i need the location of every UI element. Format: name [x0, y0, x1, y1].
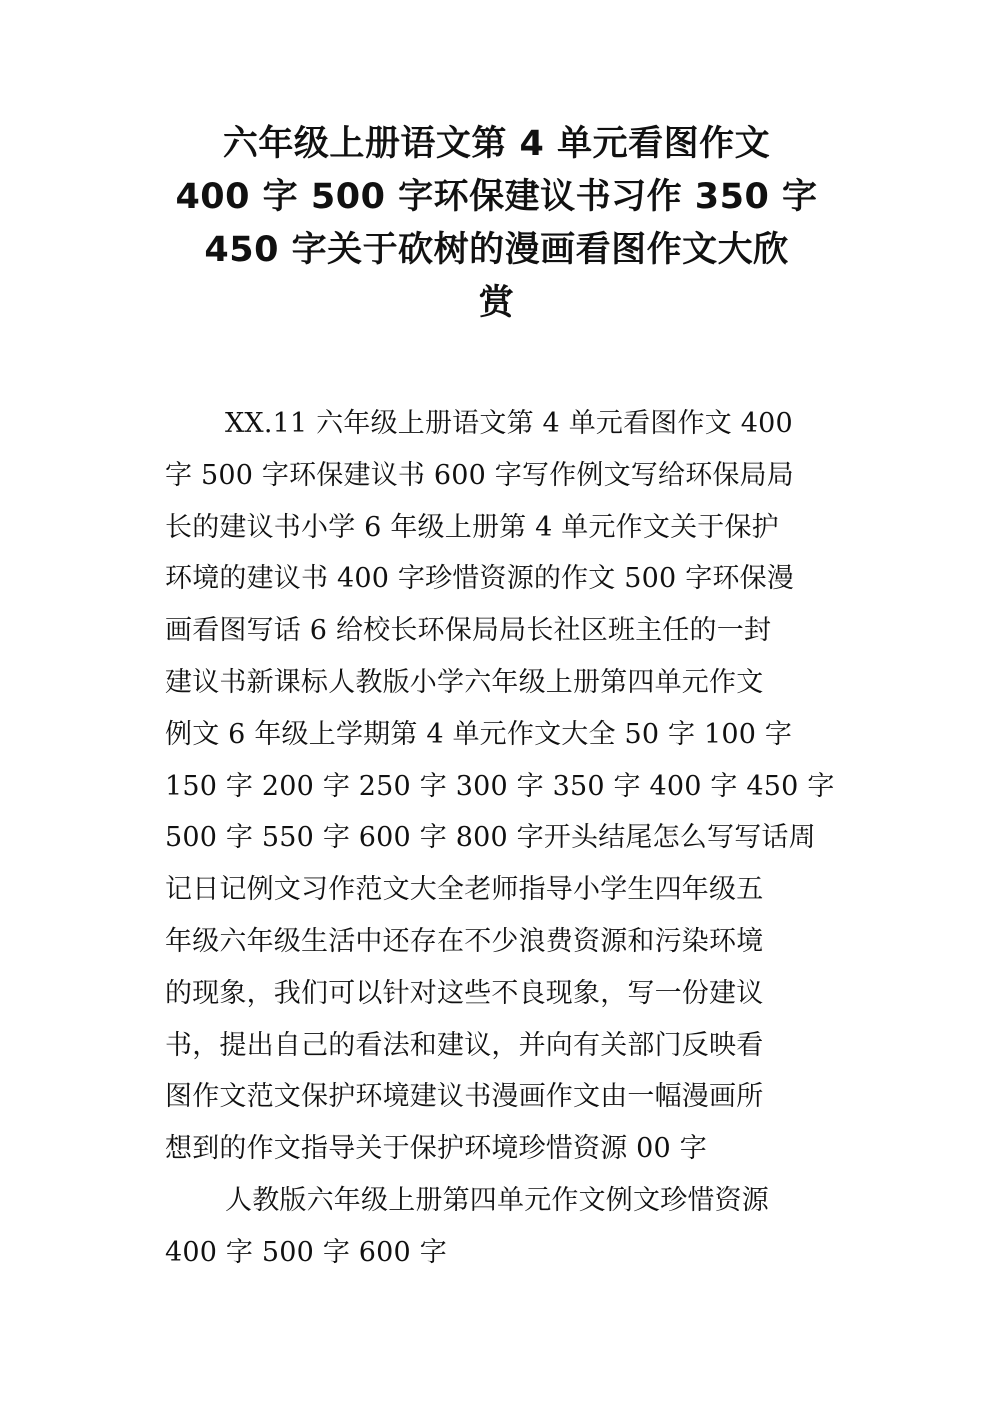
- document-title: [140, 118, 853, 330]
- paragraph-line: 建议书新课标人教版小学六年级上册第四单元作文: [165, 666, 764, 698]
- paragraph-line: 年级六年级生活中还存在不少浪费资源和污染环境: [165, 925, 764, 957]
- paragraph-line: 记日记例文习作范文大全老师指导小学生四年级五: [165, 874, 764, 906]
- paragraph-line: 例文 6 年级上学期第 4 单元作文大全 50 字 100 字: [165, 718, 793, 750]
- paragraph-line: 想到的作文指导关于保护环境珍惜资源 00 字: [165, 1133, 707, 1165]
- title-line: 450 字关于砍树的漫画看图作文大欣: [204, 230, 789, 270]
- paragraph-1: [165, 398, 835, 1175]
- paragraph-line: 图作文范文保护环境建议书漫画作文由一幅漫画所: [165, 1081, 764, 1113]
- title-line: 400 字 500 字环保建议书习作 350 字: [175, 177, 818, 217]
- paragraph-line: 的现象，我们可以针对这些不良现象，写一份建议: [165, 977, 764, 1009]
- paragraph-2: [165, 1175, 835, 1279]
- paragraph-line: 150 字 200 字 250 字 300 字 350 字 400 字 450 字: [165, 770, 835, 802]
- paragraph-line: 书，提出自己的看法和建议，并向有关部门反映看: [165, 1029, 764, 1061]
- paragraph-line: 500 字 550 字 600 字 800 字开头结尾怎么写写话周: [165, 822, 816, 854]
- paragraph-line: 环境的建议书 400 字珍惜资源的作文 500 字环保漫: [165, 563, 794, 595]
- document-body: [165, 398, 835, 1279]
- paragraph-line: 400 字 500 字 600 字: [165, 1236, 447, 1268]
- paragraph-line: 字 500 字环保建议书 600 字写作例文写给环保局局: [165, 459, 794, 491]
- title-line: 赏: [478, 283, 515, 323]
- paragraph-line: XX.11 六年级上册语文第 4 单元看图作文 400: [225, 408, 793, 439]
- paragraph-line: 画看图写话 6 给校长环保局局长社区班主任的一封: [165, 615, 772, 647]
- paragraph-line: 人教版六年级上册第四单元作文例文珍惜资源: [225, 1184, 769, 1216]
- paragraph-line: 长的建议书小学 6 年级上册第 4 单元作文关于保护: [165, 511, 779, 543]
- title-line: 六年级上册语文第 4 单元看图作文: [222, 124, 771, 164]
